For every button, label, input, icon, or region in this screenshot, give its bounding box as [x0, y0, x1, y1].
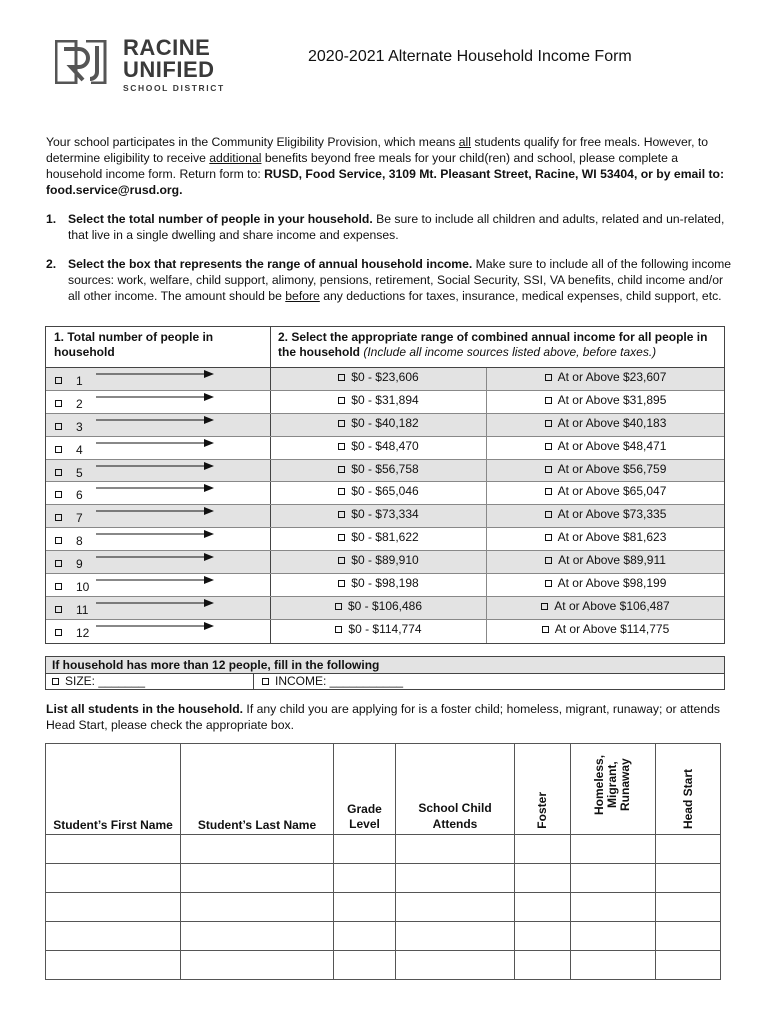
intro-text-3: benefits beyond free meals for your child(ren) and school, please complete a household income form. Return form to: [46, 151, 679, 181]
student-row [46, 893, 721, 922]
income-field[interactable] [254, 674, 724, 689]
household-size-cell[interactable] [46, 368, 271, 390]
household-size-number: 5 [76, 465, 83, 480]
income-low-checkbox[interactable] [338, 557, 345, 564]
income-high-label: At or Above $56,759 [557, 461, 667, 476]
household-size-checkbox[interactable] [55, 491, 62, 498]
logo-word-school-district: SCHOOL DISTRICT [123, 83, 225, 93]
intro-text-2: students qualify for free meals. However, to determine eligibility to receive [46, 135, 709, 165]
income-range-header-note: (Include all income sources listed above, before taxes.) [360, 345, 657, 359]
first-name-cell[interactable] [46, 864, 181, 893]
homeless-label: Homeless, Migrant, Runaway [592, 754, 632, 816]
size-field[interactable] [46, 674, 254, 689]
student-row [46, 922, 721, 951]
head-start-label: Head Start [680, 768, 695, 829]
household-size-number: 6 [76, 488, 83, 503]
income-low-option[interactable] [271, 414, 487, 436]
arrow-right-icon [96, 369, 214, 379]
arrow-right-icon [96, 529, 214, 539]
income-low-checkbox[interactable] [338, 580, 345, 587]
income-low-checkbox[interactable] [335, 603, 342, 610]
head-start-cell[interactable] [656, 951, 721, 980]
foster-cell[interactable] [515, 951, 571, 980]
large-household-row [46, 674, 724, 689]
household-size-number: 4 [76, 442, 83, 457]
household-size-checkbox[interactable] [55, 560, 62, 567]
household-size-number: 3 [76, 419, 83, 434]
income-label: INCOME: ___________ [275, 674, 404, 688]
household-size-cell[interactable] [46, 482, 271, 504]
income-low-label: $0 - $23,606 [351, 370, 419, 384]
instruction-2-number: 2. [46, 257, 57, 271]
arrow-right-icon [96, 575, 214, 585]
income-high-checkbox[interactable] [545, 466, 552, 473]
household-size-cell[interactable] [46, 505, 271, 527]
intro-additional: additional [209, 151, 262, 165]
income-high-checkbox[interactable] [545, 534, 552, 541]
income-high-label: At or Above $73,335 [557, 507, 667, 522]
homeless-cell[interactable] [571, 835, 656, 864]
income-row [46, 528, 724, 551]
arrow-right-icon [96, 461, 214, 471]
income-low-option[interactable] [271, 482, 487, 504]
income-high-checkbox[interactable] [541, 603, 548, 610]
income-low-label: $0 - $65,046 [351, 484, 419, 499]
household-size-checkbox[interactable] [55, 514, 62, 521]
income-high-label: At or Above $48,471 [557, 438, 667, 453]
income-row [46, 597, 724, 620]
income-high-option[interactable] [487, 437, 724, 459]
head-start-cell[interactable] [656, 835, 721, 864]
household-size-cell[interactable] [46, 391, 271, 413]
school-label: School Child Attends [418, 801, 492, 831]
arrow-right-icon [96, 483, 214, 493]
income-low-label: $0 - $48,470 [351, 438, 419, 453]
income-high-option[interactable] [487, 368, 724, 390]
income-low-option[interactable] [271, 528, 487, 550]
income-low-checkbox[interactable] [338, 420, 345, 427]
income-high-option[interactable] [487, 414, 724, 436]
instruction-1 [46, 211, 736, 243]
size-label: SIZE: _______ [65, 674, 146, 688]
grade-level-cell[interactable] [334, 835, 396, 864]
instruction-2-before: before [285, 289, 320, 303]
household-size-checkbox[interactable] [55, 606, 62, 613]
school-cell[interactable] [396, 951, 515, 980]
income-low-checkbox[interactable] [338, 397, 345, 404]
income-table-header [46, 327, 724, 368]
foster-cell[interactable] [515, 893, 571, 922]
students-table-body [46, 835, 721, 980]
household-size-number: 12 [76, 625, 90, 640]
household-size-number: 11 [76, 602, 89, 617]
grade-level-header [334, 744, 396, 835]
income-low-option[interactable] [271, 620, 487, 643]
instruction-2-bold: Select the box that represents the range of annual household income. [68, 257, 473, 271]
income-low-label: $0 - $81,622 [351, 530, 419, 545]
last-name-header: Student’s Last Name [181, 744, 334, 835]
income-table-body [46, 368, 724, 643]
last-name-cell[interactable] [181, 864, 334, 893]
students-table [45, 743, 721, 980]
income-row [46, 574, 724, 597]
grade-level-cell[interactable] [334, 951, 396, 980]
students-instructions [46, 701, 726, 733]
last-name-cell[interactable] [181, 835, 334, 864]
household-size-number: 8 [76, 534, 83, 549]
grade-level-cell[interactable] [334, 893, 396, 922]
instruction-2-text-1: Make sure to include all of the following income sources: work, welfare, child support, alimony, pensions, retirement, Social Security, SSI, VA benefits, child income and/or all other income. The amount should be [68, 257, 732, 303]
household-size-checkbox[interactable] [55, 377, 62, 384]
income-low-label: $0 - $98,198 [351, 576, 419, 591]
income-high-option[interactable] [487, 551, 724, 573]
income-low-label: $0 - $106,486 [347, 598, 423, 613]
income-low-label: $0 - $114,774 [348, 621, 422, 636]
income-low-checkbox[interactable] [335, 626, 342, 633]
household-size-checkbox[interactable] [55, 583, 62, 590]
arrow-right-icon [96, 506, 214, 516]
school-cell[interactable] [396, 835, 515, 864]
income-high-option[interactable] [487, 528, 724, 550]
income-range-header [271, 327, 724, 367]
foster-header [515, 744, 571, 835]
household-size-cell[interactable] [46, 460, 271, 482]
students-instructions-text: If any child you are applying for is a foster child; homeless, migrant, runaway; or attends Head Start, please check the appropriate box. [46, 702, 720, 732]
income-high-option[interactable] [487, 460, 724, 482]
household-size-number: 1 [76, 374, 83, 388]
income-low-checkbox[interactable] [338, 534, 345, 541]
first-name-cell[interactable] [46, 922, 181, 951]
income-high-label: At or Above $81,623 [557, 530, 667, 545]
income-high-label: At or Above $114,775 [554, 621, 670, 636]
household-size-checkbox[interactable] [55, 537, 62, 544]
intro-all: all [458, 135, 471, 149]
income-low-option[interactable] [271, 597, 487, 619]
household-size-number: 7 [76, 511, 83, 526]
income-high-checkbox[interactable] [545, 488, 552, 495]
foster-cell[interactable] [515, 922, 571, 951]
grade-level-cell[interactable] [334, 864, 396, 893]
household-size-cell[interactable] [46, 620, 271, 643]
income-high-label: At or Above $23,607 [557, 370, 667, 384]
homeless-cell[interactable] [571, 951, 656, 980]
school-cell[interactable] [396, 893, 515, 922]
first-name-header: Student’s First Name [46, 744, 181, 835]
arrow-right-icon [96, 392, 214, 402]
student-row [46, 951, 721, 980]
grade-level-cell[interactable] [334, 922, 396, 951]
household-size-number: 10 [76, 580, 90, 595]
first-name-cell[interactable] [46, 893, 181, 922]
logo-word-unified: UNIFIED [123, 57, 215, 82]
grade-level-label: Grade Level [347, 802, 382, 831]
student-row [46, 864, 721, 893]
arrow-right-icon [96, 415, 214, 425]
head-start-header [656, 744, 721, 835]
last-name-cell[interactable] [181, 922, 334, 951]
arrow-right-icon [96, 438, 214, 448]
income-low-checkbox[interactable] [338, 443, 345, 450]
income-high-option[interactable] [487, 620, 724, 643]
income-low-label: $0 - $40,182 [351, 415, 419, 430]
income-high-checkbox[interactable] [545, 397, 552, 404]
income-low-option[interactable] [271, 574, 487, 596]
household-size-checkbox[interactable] [55, 400, 62, 407]
income-row [46, 460, 724, 483]
income-low-option[interactable] [271, 391, 487, 413]
student-row [46, 835, 721, 864]
foster-cell[interactable] [515, 864, 571, 893]
household-size-cell[interactable] [46, 414, 271, 436]
intro-paragraph [46, 134, 726, 198]
income-low-option[interactable] [271, 505, 487, 527]
head-start-cell[interactable] [656, 922, 721, 951]
income-high-checkbox[interactable] [545, 374, 552, 381]
income-high-option[interactable] [487, 505, 724, 527]
foster-label: Foster [535, 792, 549, 829]
income-low-checkbox[interactable] [338, 466, 345, 473]
first-name-cell[interactable] [46, 951, 181, 980]
arrow-right-icon [96, 621, 214, 631]
income-high-checkbox[interactable] [545, 511, 552, 518]
homeless-cell[interactable] [571, 864, 656, 893]
students-table-header [46, 744, 721, 835]
income-row [46, 414, 724, 437]
size-checkbox[interactable] [52, 678, 59, 685]
household-size-cell[interactable] [46, 574, 271, 596]
income-high-checkbox[interactable] [545, 443, 552, 450]
instruction-1-number: 1. [46, 212, 57, 226]
income-checkbox[interactable] [262, 678, 269, 685]
first-name-cell[interactable] [46, 835, 181, 864]
arrow-right-icon [96, 552, 214, 562]
income-high-option[interactable] [487, 482, 724, 504]
income-high-label: At or Above $65,047 [557, 484, 667, 499]
district-logo [55, 37, 235, 99]
income-low-checkbox[interactable] [338, 488, 345, 495]
household-size-cell[interactable] [46, 437, 271, 459]
household-size-cell[interactable] [46, 528, 271, 550]
income-high-option[interactable] [487, 391, 724, 413]
household-size-checkbox[interactable] [55, 423, 62, 430]
income-low-option[interactable] [271, 551, 487, 573]
homeless-cell[interactable] [571, 922, 656, 951]
income-range-header-bold: 2. Select the appropriate range of combined annual income for all people in the household [278, 330, 708, 359]
rusd-logo-icon [55, 40, 107, 84]
income-table [45, 326, 725, 644]
income-row [46, 505, 724, 528]
income-low-label: $0 - $31,894 [351, 392, 419, 407]
income-high-checkbox[interactable] [545, 580, 552, 587]
foster-cell[interactable] [515, 835, 571, 864]
instruction-2-text-2: any deductions for taxes, insurance, medical expenses, child support, etc. [319, 289, 722, 303]
income-high-label: At or Above $40,183 [557, 415, 667, 430]
intro-return-address: RUSD, Food Service, 3109 Mt. Pleasant Street, Racine, WI 53404, or by email to: food.service@rusd.org. [46, 167, 725, 197]
income-row [46, 551, 724, 574]
instruction-2 [46, 256, 736, 304]
income-low-option[interactable] [271, 460, 487, 482]
income-low-label: $0 - $89,910 [351, 553, 419, 568]
intro-text-1: Your school participates in the Community Eligibility Provision, which means [46, 135, 459, 149]
household-size-cell[interactable] [46, 551, 271, 573]
form-title: 2020-2021 Alternate Household Income Form [308, 48, 632, 65]
income-row [46, 620, 724, 643]
income-low-option[interactable] [271, 437, 487, 459]
income-low-option[interactable] [271, 368, 487, 390]
students-instructions-bold: List all students in the household. [46, 702, 244, 716]
income-high-label: At or Above $31,895 [557, 392, 667, 407]
household-size-cell[interactable] [46, 597, 271, 619]
household-size-number: 2 [76, 396, 83, 411]
income-row [46, 437, 724, 460]
school-cell[interactable] [396, 864, 515, 893]
household-size-number: 9 [76, 557, 83, 572]
arrow-right-icon [96, 598, 214, 608]
income-row [46, 368, 724, 391]
income-low-checkbox[interactable] [338, 511, 345, 518]
income-row [46, 482, 724, 505]
homeless-header [571, 744, 656, 835]
instruction-1-bold: Select the total number of people in your household. [68, 212, 373, 226]
logo-word-racine: RACINE [123, 35, 211, 60]
income-high-option[interactable] [487, 597, 724, 619]
income-high-label: At or Above $98,199 [557, 576, 667, 591]
household-size-header: 1. Total number of people in household [46, 327, 271, 367]
household-size-checkbox[interactable] [55, 446, 62, 453]
last-name-cell[interactable] [181, 893, 334, 922]
income-high-option[interactable] [487, 574, 724, 596]
last-name-cell[interactable] [181, 951, 334, 980]
head-start-cell[interactable] [656, 893, 721, 922]
income-high-checkbox[interactable] [545, 420, 552, 427]
instruction-1-text: Be sure to include all children and adults, related and un-related, that live in a single dwelling and share income and expenses. [68, 212, 725, 242]
school-cell[interactable] [396, 922, 515, 951]
income-high-checkbox[interactable] [542, 626, 549, 633]
homeless-cell[interactable] [571, 893, 656, 922]
household-size-checkbox[interactable] [55, 629, 62, 636]
large-household-header: If household has more than 12 people, fill in the following [46, 657, 724, 674]
large-household-table [45, 656, 725, 690]
income-row [46, 391, 724, 414]
income-high-label: At or Above $89,911 [558, 553, 666, 568]
head-start-cell[interactable] [656, 864, 721, 893]
income-low-label: $0 - $56,758 [351, 461, 419, 476]
income-low-checkbox[interactable] [338, 374, 345, 381]
household-size-checkbox[interactable] [55, 469, 62, 476]
school-header [396, 744, 515, 835]
income-high-label: At or Above $106,487 [554, 598, 670, 613]
income-high-checkbox[interactable] [545, 557, 552, 564]
income-low-label: $0 - $73,334 [351, 507, 419, 522]
